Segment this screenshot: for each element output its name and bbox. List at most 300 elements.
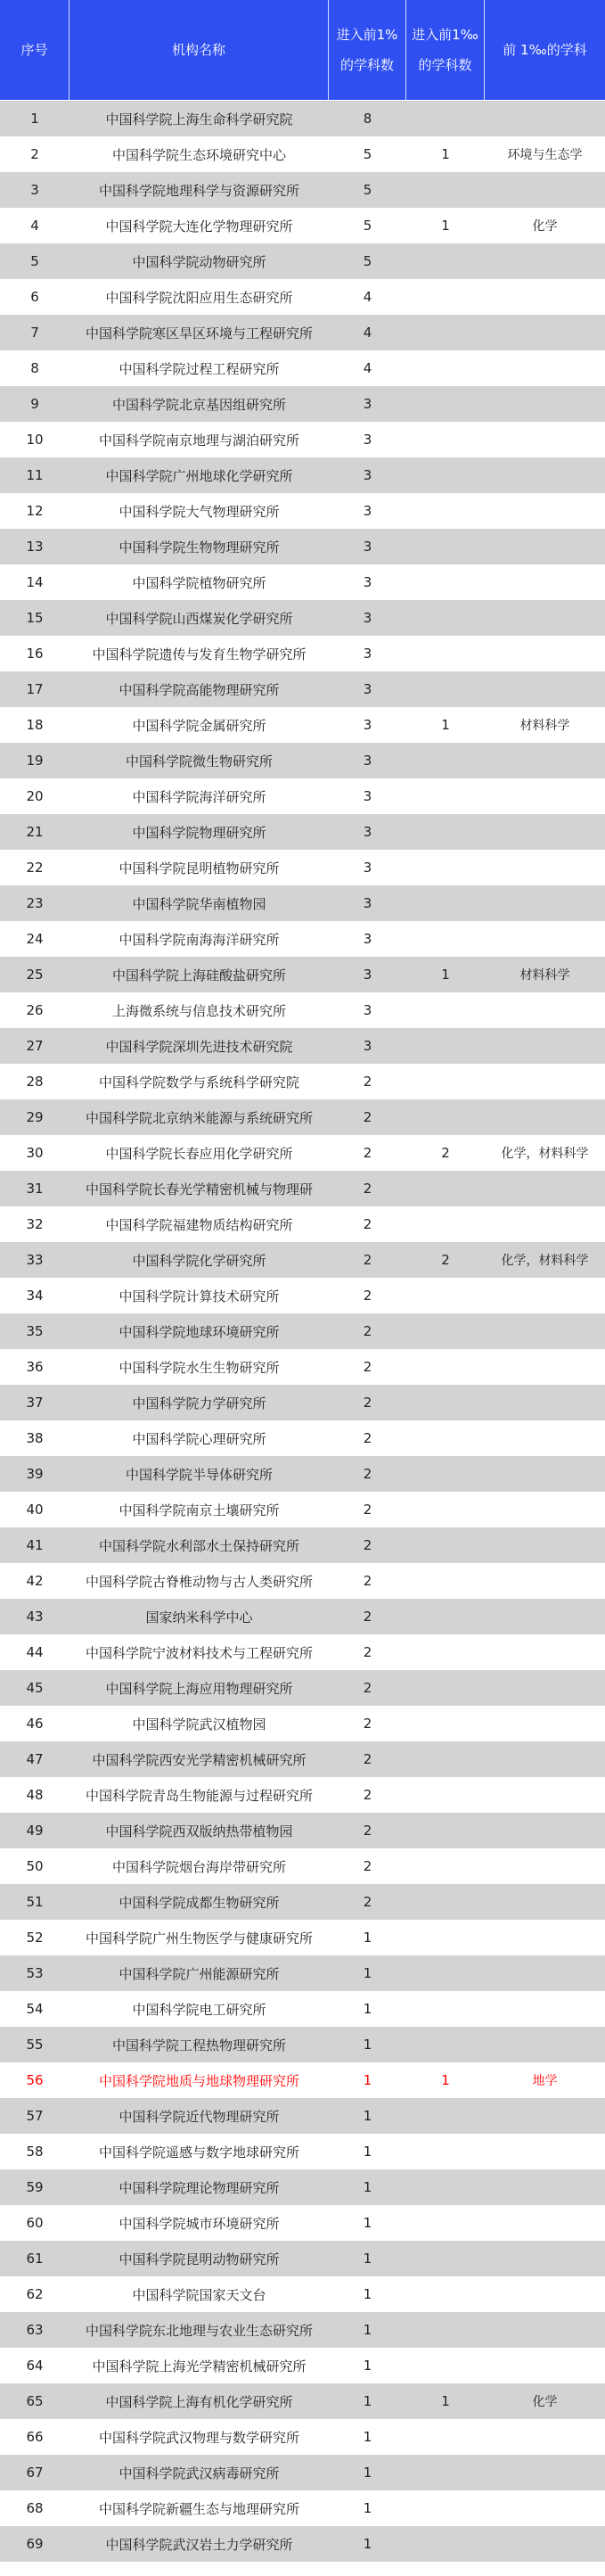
row-index: 45 <box>26 1680 44 1696</box>
table-row <box>0 2169 605 2205</box>
row-index: 18 <box>26 717 44 733</box>
row-top1m-count <box>406 1349 485 1385</box>
row-top1-count: 1 <box>363 2001 372 2017</box>
row-top1-count: 1 <box>363 2215 372 2231</box>
row-top1-count: 1 <box>363 1930 372 1946</box>
table-row <box>0 493 605 529</box>
row-index: 62 <box>26 2286 44 2302</box>
row-top1-count: 1 <box>363 2358 372 2374</box>
row-top1m-subjects <box>485 315 605 350</box>
row-top1-count: 3 <box>363 646 372 662</box>
row-institution-name: 中国科学院工程热物理研究所 <box>111 2037 286 2053</box>
row-index: 27 <box>26 1038 44 1054</box>
row-top1-count: 3 <box>363 1038 372 1054</box>
row-top1m-count <box>406 1313 485 1349</box>
row-institution-name: 中国科学院福建物质结构研究所 <box>105 1216 293 1233</box>
row-top1m-count <box>406 2312 485 2348</box>
table-row <box>0 172 605 208</box>
row-top1m-count <box>406 2419 485 2455</box>
row-top1m-subjects <box>485 1599 605 1634</box>
row-index: 44 <box>26 1644 44 1660</box>
row-top1-count: 4 <box>363 325 372 341</box>
table-row <box>0 850 605 885</box>
row-top1-count: 3 <box>363 967 372 983</box>
table-row <box>0 707 605 743</box>
row-index: 54 <box>26 2001 44 2017</box>
header-top1m-subjects-label: 前 1‰的学科 <box>503 42 587 58</box>
table-row <box>0 1527 605 1563</box>
table-row <box>0 671 605 707</box>
row-institution-name: 中国科学院寒区旱区环境与工程研究所 <box>85 325 313 342</box>
row-index: 9 <box>30 396 39 412</box>
table-row <box>0 1278 605 1313</box>
row-index: 26 <box>26 1002 44 1018</box>
row-top1m-subjects <box>485 2134 605 2169</box>
row-institution-name: 中国科学院地球环境研究所 <box>119 1323 280 1340</box>
row-top1m-count <box>406 457 485 493</box>
table-row <box>0 1813 605 1848</box>
table-row <box>0 1920 605 1955</box>
row-index: 15 <box>26 610 44 626</box>
table-row <box>0 814 605 850</box>
table-row <box>0 1456 605 1492</box>
row-top1-count: 2 <box>363 1680 372 1696</box>
row-top1-count: 3 <box>363 753 372 769</box>
row-institution-name: 中国科学院武汉岩土力学研究所 <box>105 2536 293 2553</box>
row-top1m-count <box>406 814 485 850</box>
row-top1-count: 2 <box>363 1573 372 1589</box>
row-top1m-count <box>406 350 485 386</box>
row-institution-name: 中国科学院广州能源研究所 <box>119 1965 280 1982</box>
row-top1m-count <box>406 386 485 422</box>
row-top1m-count: 1 <box>441 2072 450 2088</box>
row-top1m-subjects <box>485 101 605 136</box>
row-top1m-count <box>406 743 485 778</box>
table-row <box>0 992 605 1028</box>
row-top1-count: 8 <box>363 111 372 127</box>
row-index: 30 <box>26 1145 44 1161</box>
row-top1-count: 2 <box>363 1716 372 1732</box>
row-top1-count: 2 <box>363 1537 372 1553</box>
table-row <box>0 600 605 636</box>
table-row <box>0 636 605 671</box>
row-institution-name: 中国科学院上海光学精密机械研究所 <box>92 2358 307 2374</box>
row-top1m-subjects: 材料科学 <box>519 719 570 733</box>
row-institution-name: 中国科学院国家天文台 <box>132 2286 266 2303</box>
row-top1m-count: 2 <box>441 1252 450 1268</box>
table-row <box>0 350 605 386</box>
table-row <box>0 101 605 136</box>
table-row <box>0 2490 605 2526</box>
table-row <box>0 885 605 921</box>
row-top1-count: 2 <box>363 1466 372 1482</box>
row-top1-count: 3 <box>363 931 372 947</box>
row-top1m-count <box>406 2205 485 2241</box>
row-top1-count: 2 <box>363 1894 372 1910</box>
row-index: 68 <box>26 2500 44 2516</box>
row-institution-name: 中国科学院广州生物医学与健康研究所 <box>85 1930 313 1946</box>
row-top1m-count <box>406 2455 485 2490</box>
row-top1-count: 2 <box>363 1751 372 1767</box>
row-top1-count: 3 <box>363 1002 372 1018</box>
row-top1m-count <box>406 2134 485 2169</box>
row-top1m-subjects <box>485 1278 605 1313</box>
row-top1m-count <box>406 921 485 957</box>
header-top1m <box>406 0 485 100</box>
row-top1-count: 1 <box>363 2144 372 2160</box>
row-index: 33 <box>26 1252 44 1268</box>
row-top1m-subjects <box>485 243 605 279</box>
row-top1-count: 1 <box>363 2500 372 2516</box>
row-top1-count: 5 <box>363 218 372 234</box>
row-top1m-subjects: 化学 <box>532 219 558 234</box>
row-index: 63 <box>26 2322 44 2338</box>
row-top1m-subjects <box>485 2276 605 2312</box>
row-top1m-subjects <box>485 279 605 315</box>
row-institution-name: 中国科学院上海有机化学研究所 <box>105 2393 293 2410</box>
row-top1-count: 2 <box>363 1145 372 1161</box>
table-row <box>0 1385 605 1420</box>
row-index: 35 <box>26 1323 44 1339</box>
row-top1m-count <box>406 1920 485 1955</box>
row-top1m-subjects <box>485 1313 605 1349</box>
row-top1m-count <box>406 493 485 529</box>
row-index: 56 <box>26 2072 44 2088</box>
row-index: 16 <box>26 646 44 662</box>
row-top1m-count <box>406 1599 485 1634</box>
header-name-label: 机构名称 <box>171 42 225 58</box>
row-top1m-subjects <box>485 778 605 814</box>
row-index: 8 <box>30 360 39 376</box>
row-top1m-subjects <box>485 921 605 957</box>
row-top1m-subjects <box>485 2027 605 2062</box>
row-index: 14 <box>26 574 44 590</box>
table-row <box>0 778 605 814</box>
row-top1m-subjects <box>485 564 605 600</box>
row-top1m-count <box>406 1884 485 1920</box>
row-top1-count: 3 <box>363 432 372 448</box>
row-institution-name: 中国科学院海洋研究所 <box>132 788 266 805</box>
row-index: 7 <box>30 325 39 341</box>
row-institution-name: 中国科学院化学研究所 <box>132 1252 266 1269</box>
table-row <box>0 1242 605 1278</box>
row-top1-count: 2 <box>363 1216 372 1232</box>
row-top1m-count <box>406 1206 485 1242</box>
row-index: 57 <box>26 2108 44 2124</box>
row-top1-count: 1 <box>363 2536 372 2552</box>
row-index: 4 <box>30 218 39 234</box>
row-top1m-subjects <box>485 1955 605 1991</box>
row-institution-name: 中国科学院东北地理与农业生态研究所 <box>85 2322 313 2339</box>
row-top1m-subjects <box>485 457 605 493</box>
row-institution-name: 中国科学院生态环境研究中心 <box>111 146 286 163</box>
row-index: 65 <box>26 2393 44 2409</box>
row-top1m-count <box>406 315 485 350</box>
table-body <box>0 101 605 2562</box>
row-top1m-count <box>406 1813 485 1848</box>
row-institution-name: 中国科学院北京纳米能源与系统研究所 <box>85 1109 313 1126</box>
row-institution-name: 中国科学院大气物理研究所 <box>119 503 280 520</box>
table-header <box>0 0 605 101</box>
row-top1m-subjects <box>485 2455 605 2490</box>
table-row <box>0 2098 605 2134</box>
row-top1m-count <box>406 2490 485 2526</box>
row-top1m-count <box>406 101 485 136</box>
row-top1m-count: 1 <box>441 2393 450 2409</box>
row-top1m-count <box>406 671 485 707</box>
row-top1-count: 3 <box>363 788 372 804</box>
row-top1m-subjects <box>485 1028 605 1064</box>
row-institution-name: 中国科学院金属研究所 <box>132 717 266 734</box>
row-index: 21 <box>26 824 44 840</box>
row-top1-count: 5 <box>363 253 372 269</box>
row-institution-name: 中国科学院遗传与发育生物学研究所 <box>92 646 307 663</box>
row-index: 1 <box>30 111 39 127</box>
table-row <box>0 1492 605 1527</box>
table-row <box>0 208 605 243</box>
row-institution-name: 中国科学院近代物理研究所 <box>119 2108 280 2125</box>
row-index: 39 <box>26 1466 44 1482</box>
table-row <box>0 1634 605 1670</box>
row-index: 38 <box>26 1430 44 1446</box>
row-institution-name: 中国科学院沈阳应用生态研究所 <box>105 289 293 306</box>
row-institution-name: 中国科学院上海生命科学研究院 <box>105 111 293 128</box>
row-index: 67 <box>26 2465 44 2481</box>
table-row <box>0 2383 605 2419</box>
row-institution-name: 中国科学院武汉物理与数学研究所 <box>98 2429 299 2446</box>
row-top1m-subjects <box>485 2098 605 2134</box>
table-row <box>0 1135 605 1171</box>
row-top1m-subjects <box>485 992 605 1028</box>
table-row <box>0 1670 605 1706</box>
row-top1m-subjects <box>485 1492 605 1527</box>
row-institution-name: 中国科学院物理研究所 <box>132 824 266 841</box>
table-row <box>0 921 605 957</box>
row-top1-count: 3 <box>363 610 372 626</box>
row-index: 49 <box>26 1823 44 1839</box>
row-top1-count: 4 <box>363 360 372 376</box>
row-top1-count: 3 <box>363 895 372 911</box>
table-row <box>0 957 605 992</box>
row-top1-count: 3 <box>363 574 372 590</box>
row-index: 13 <box>26 539 44 555</box>
row-institution-name: 中国科学院电工研究所 <box>132 2001 266 2018</box>
row-top1m-count: 1 <box>441 218 450 234</box>
row-top1m-subjects <box>485 172 605 208</box>
row-top1m-count <box>406 2276 485 2312</box>
row-institution-name: 中国科学院遥感与数字地球研究所 <box>98 2144 299 2160</box>
row-top1m-count <box>406 850 485 885</box>
row-index: 10 <box>26 432 44 448</box>
row-institution-name: 中国科学院地理科学与资源研究所 <box>98 182 299 199</box>
row-index: 61 <box>26 2251 44 2267</box>
row-institution-name: 中国科学院深圳先进技术研究院 <box>105 1038 293 1055</box>
table-row <box>0 1563 605 1599</box>
table-row <box>0 1599 605 1634</box>
table-row <box>0 1028 605 1064</box>
row-top1m-count <box>406 1563 485 1599</box>
row-top1-count: 1 <box>363 2072 372 2088</box>
table-row <box>0 2134 605 2169</box>
row-top1m-count <box>406 2098 485 2134</box>
row-top1-count: 1 <box>363 2322 372 2338</box>
row-index: 34 <box>26 1288 44 1304</box>
row-institution-name: 中国科学院上海应用物理研究所 <box>105 1680 293 1697</box>
row-top1m-count <box>406 2169 485 2205</box>
row-institution-name: 中国科学院水生生物研究所 <box>119 1359 280 1376</box>
row-institution-name: 中国科学院心理研究所 <box>132 1430 266 1447</box>
row-institution-name: 中国科学院古脊椎动物与古人类研究所 <box>85 1573 313 1590</box>
row-top1m-count <box>406 1706 485 1741</box>
row-top1m-subjects <box>485 2169 605 2205</box>
row-top1m-count <box>406 1278 485 1313</box>
row-institution-name: 中国科学院理论物理研究所 <box>119 2179 280 2196</box>
table-row <box>0 743 605 778</box>
table-row <box>0 1349 605 1385</box>
row-top1m-subjects <box>485 493 605 529</box>
header-name <box>69 0 329 100</box>
row-top1m-subjects: 化学 <box>532 2395 558 2409</box>
row-top1-count: 2 <box>363 1609 372 1625</box>
row-top1-count: 3 <box>363 396 372 412</box>
row-institution-name: 中国科学院长春应用化学研究所 <box>105 1145 293 1162</box>
row-index: 28 <box>26 1074 44 1090</box>
row-top1-count: 3 <box>363 503 372 519</box>
row-top1m-subjects <box>485 2526 605 2562</box>
row-institution-name: 中国科学院过程工程研究所 <box>119 360 280 377</box>
table-row <box>0 2205 605 2241</box>
row-top1m-count <box>406 1848 485 1884</box>
row-top1m-subjects <box>485 814 605 850</box>
row-institution-name: 中国科学院广州地球化学研究所 <box>105 467 293 484</box>
row-top1m-subjects <box>485 2348 605 2383</box>
table-row <box>0 1171 605 1206</box>
row-top1-count: 2 <box>363 1858 372 1874</box>
row-index: 66 <box>26 2429 44 2445</box>
row-index: 48 <box>26 1787 44 1803</box>
table-row <box>0 136 605 172</box>
row-top1m-count: 1 <box>441 717 450 733</box>
row-top1-count: 2 <box>363 1252 372 1268</box>
row-top1m-subjects <box>485 1848 605 1884</box>
table-row <box>0 1420 605 1456</box>
row-index: 52 <box>26 1930 44 1946</box>
row-index: 17 <box>26 681 44 697</box>
row-index: 69 <box>26 2536 44 2552</box>
row-top1-count: 5 <box>363 146 372 162</box>
row-top1m-subjects <box>485 1064 605 1099</box>
row-top1-count: 4 <box>363 289 372 305</box>
row-top1m-count <box>406 1741 485 1777</box>
row-top1m-count <box>406 778 485 814</box>
row-top1m-count <box>406 636 485 671</box>
row-institution-name: 中国科学院动物研究所 <box>132 253 266 270</box>
row-top1-count: 5 <box>363 182 372 198</box>
row-institution-name: 中国科学院华南植物园 <box>132 895 266 912</box>
row-top1m-subjects <box>485 386 605 422</box>
row-top1m-count <box>406 1099 485 1135</box>
row-top1m-subjects <box>485 1385 605 1420</box>
table-row <box>0 422 605 457</box>
row-top1-count: 2 <box>363 1323 372 1339</box>
row-institution-name: 中国科学院水利部水土保持研究所 <box>98 1537 299 1554</box>
row-institution-name: 中国科学院上海硅酸盐研究所 <box>111 967 286 983</box>
row-institution-name: 中国科学院西双版纳热带植物园 <box>105 1823 293 1839</box>
row-institution-name: 中国科学院微生物研究所 <box>125 753 273 770</box>
row-institution-name: 中国科学院青岛生物能源与过程研究所 <box>85 1787 313 1804</box>
row-institution-name: 中国科学院昆明动物研究所 <box>119 2251 280 2267</box>
row-institution-name: 中国科学院武汉病毒研究所 <box>119 2465 280 2481</box>
row-top1m-count <box>406 529 485 564</box>
row-top1m-count <box>406 2526 485 2562</box>
table-row <box>0 315 605 350</box>
row-index: 25 <box>26 967 44 983</box>
row-institution-name: 中国科学院长春光学精密机械与物理研 <box>85 1181 313 1197</box>
row-top1m-subjects <box>485 1991 605 2027</box>
row-top1-count: 2 <box>363 1395 372 1411</box>
row-top1-count: 1 <box>363 2393 372 2409</box>
row-top1m-subjects <box>485 529 605 564</box>
row-institution-name: 中国科学院武汉植物园 <box>132 1716 266 1732</box>
table-row <box>0 1884 605 1920</box>
header-top1 <box>329 0 406 100</box>
row-top1m-count <box>406 1955 485 1991</box>
row-institution-name: 中国科学院半导体研究所 <box>125 1466 273 1483</box>
row-top1-count: 1 <box>363 2429 372 2445</box>
row-index: 24 <box>26 931 44 947</box>
row-index: 51 <box>26 1894 44 1910</box>
row-institution-name: 中国科学院植物研究所 <box>132 574 266 591</box>
row-top1m-count <box>406 885 485 921</box>
table-row <box>0 1206 605 1242</box>
row-index: 29 <box>26 1109 44 1125</box>
row-top1m-count <box>406 1492 485 1527</box>
row-institution-name: 中国科学院力学研究所 <box>132 1395 266 1411</box>
row-top1m-count <box>406 2027 485 2062</box>
table-row <box>0 1991 605 2027</box>
row-top1-count: 3 <box>363 824 372 840</box>
row-top1m-subjects <box>485 1777 605 1813</box>
row-index: 46 <box>26 1716 44 1732</box>
row-top1m-subjects <box>485 1420 605 1456</box>
row-top1m-subjects <box>485 1206 605 1242</box>
row-top1m-count <box>406 1456 485 1492</box>
row-institution-name: 中国科学院山西煤炭化学研究所 <box>105 610 293 627</box>
table-row <box>0 1099 605 1135</box>
row-top1m-subjects <box>485 2419 605 2455</box>
row-top1m-subjects <box>485 2312 605 2348</box>
row-index: 50 <box>26 1858 44 1874</box>
row-top1m-subjects <box>485 1741 605 1777</box>
row-top1-count: 2 <box>363 1109 372 1125</box>
row-top1m-subjects <box>485 422 605 457</box>
row-institution-name: 中国科学院新疆生态与地理研究所 <box>98 2500 299 2517</box>
row-top1m-subjects: 材料科学 <box>519 968 570 983</box>
row-index: 64 <box>26 2358 44 2374</box>
row-index: 3 <box>30 182 39 198</box>
row-top1-count: 2 <box>363 1288 372 1304</box>
row-index: 5 <box>30 253 39 269</box>
header-top1m-line2: 的学科数 <box>418 57 472 73</box>
row-institution-name: 中国科学院北京基因组研究所 <box>111 396 286 413</box>
row-top1m-subjects <box>485 671 605 707</box>
row-index: 20 <box>26 788 44 804</box>
row-top1-count: 2 <box>363 1430 372 1446</box>
row-top1-count: 2 <box>363 1359 372 1375</box>
row-top1-count: 1 <box>363 2179 372 2195</box>
row-top1m-subjects <box>485 1920 605 1955</box>
row-top1-count: 3 <box>363 539 372 555</box>
